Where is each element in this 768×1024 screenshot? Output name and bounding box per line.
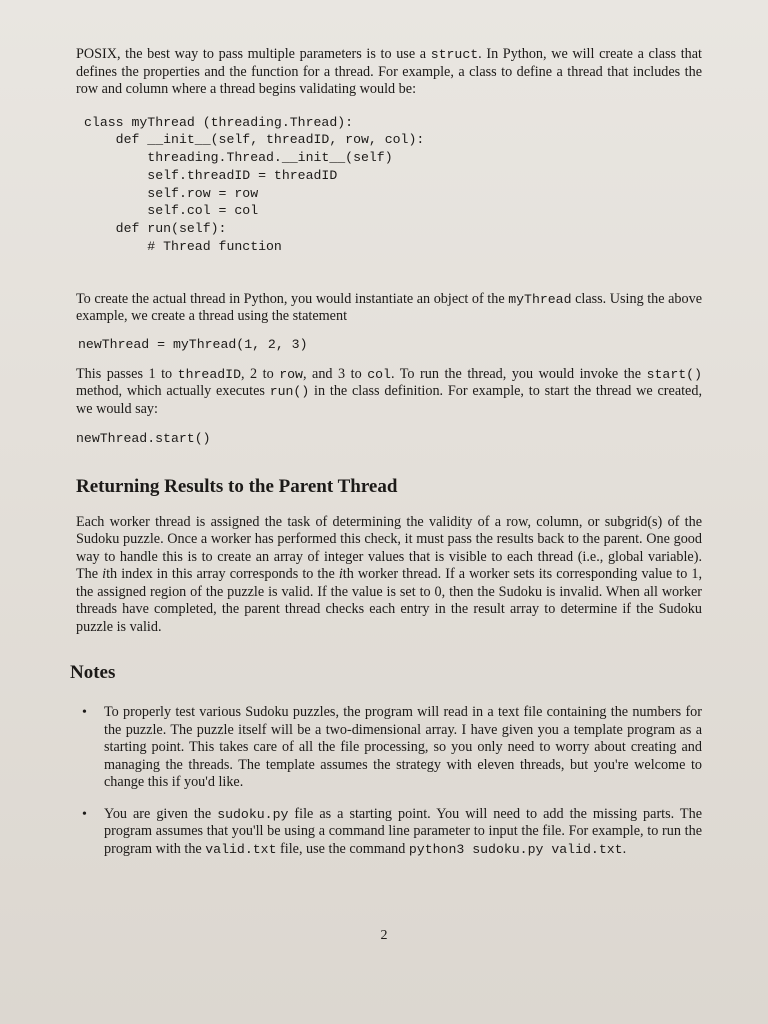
page-number: 2	[380, 928, 388, 943]
bullet-icon: •	[82, 705, 87, 721]
inline-code-start: start()	[646, 366, 702, 382]
inline-code-valid-txt: valid.txt	[205, 841, 277, 857]
inline-code-struct: struct	[430, 47, 479, 62]
intro-paragraph: POSIX, the best way to pass multiple parameters is to use a struct. In Python, we will create a class that defines the properties and the function for a thread. For example, a class to define a thread that includes the row and column where a thread begins validating would be:	[76, 46, 702, 97]
section-heading-notes: Notes	[70, 662, 116, 684]
start-code: newThread.start()	[76, 431, 211, 447]
section-heading-returning-results: Returning Results to the Parent Thread	[76, 475, 398, 497]
list-item: • To properly test various Sudoku puzzles, the program will read in a text file containing the numbers for the puzzle. The puzzle itself will be a two-dimensional array. I have given you a template program as a starting point. This takes care of all the file processing, so you only need to worry about creating and managing the threads. The template assumes the strategy with eleven threads, but you're welcome to change this if you'd like.	[82, 704, 702, 791]
inline-code-run: run()	[269, 384, 310, 400]
returning-results-paragraph: Each worker thread is assigned the task of determining the validity of a row, column, or subgrid(s) of the Sudoku puzzle. Once a worker has performed this check, it must pass the results back to the parent. One good way to handle this is to create an array of integer values that is visible to each thread (i.e., global variable). The ith index in this array corresponds to the ith worker thread. If a worker sets its corresponding value to 1, the assigned region of the puzzle is valid. If the value is set to 0, then the Sudoku is invalid. When all worker threads have completed, the parent thread checks each entry in the result array to determine if the Sudoku puzzle is valid.	[76, 513, 702, 635]
passes-paragraph: This passes 1 to threadID, 2 to row, and 3 to col. To run the thread, you would invoke the start() method, which actually executes run() in the class definition. For example, to start the thread we created, we would say:	[76, 365, 702, 417]
inline-code-threadid: threadID	[177, 366, 241, 382]
inline-code-row: row	[279, 366, 303, 382]
inline-code-command: python3 sudoku.py valid.txt	[408, 841, 623, 857]
inline-code-mythread: myThread	[508, 291, 572, 307]
bullet-icon: •	[82, 806, 87, 822]
inline-code-col: col	[367, 366, 391, 382]
inline-code-sudoku-py: sudoku.py	[217, 806, 289, 822]
class-code-block: class myThread (threading.Thread): def __init__(self, threadID, row, col): threading.Thread.__init__(self) self.threadID = threadID self.row = row self.col = col def run(self): # Thread function	[84, 114, 425, 255]
create-thread-paragraph: To create the actual thread in Python, you would instantiate an object of the myThread class. Using the above example, we create a thread using the statement	[76, 290, 702, 325]
page-content	[70, 42, 702, 858]
notes-list	[76, 704, 702, 858]
statement-code: newThread = myThread(1, 2, 3)	[78, 336, 308, 352]
list-item: • You are given the sudoku.py file as a starting point. You will need to add the missing parts. The program assumes that you'll be using a command line parameter to input the file. For example, to run the program with the valid.txt file, use the command python3 sudoku.py valid.txt.	[82, 805, 702, 857]
